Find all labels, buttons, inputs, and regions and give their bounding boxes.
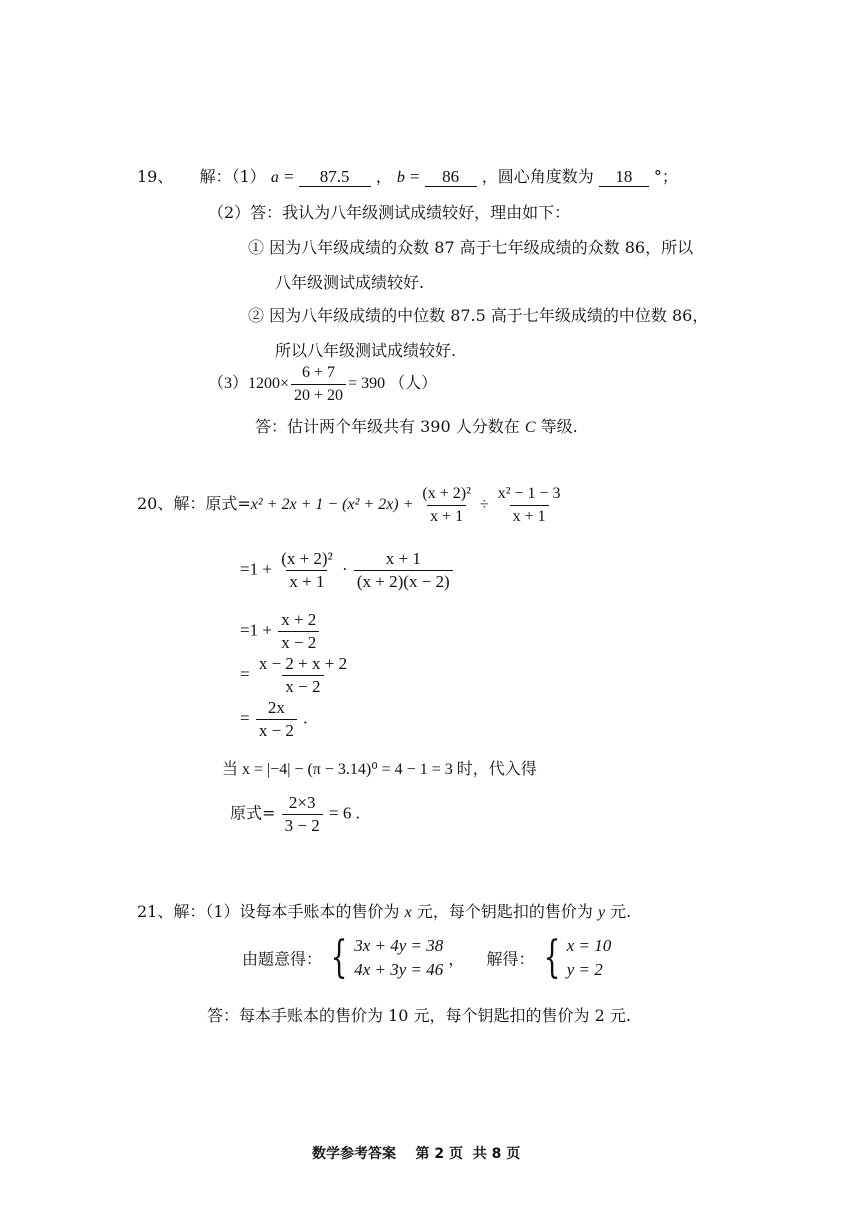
a-value: 87.5 bbox=[299, 168, 371, 187]
reason2-mark: ② bbox=[248, 306, 265, 325]
q20-when: 当 x = |−4| − (π − 3.14)⁰ = 4 − 1 = 3 时，代入得 bbox=[222, 761, 537, 778]
q19-reason1-line1: ① 因为八年级成绩的众数 87 高于七年级成绩的众数 86，所以 bbox=[248, 238, 694, 257]
q19-line1: 19、 解：（1） a = 87.5 ， b = 86 ，圆心角度数为 18 °； bbox=[137, 167, 678, 186]
b-label: b bbox=[396, 169, 405, 186]
q21-system: 由题意得： { 3x + 4y = 38 4x + 3y = 46 ， 解得： { x = 10 y = 2 bbox=[242, 932, 612, 983]
left-brace-icon: { bbox=[543, 932, 561, 983]
q20-line2: =1 + $\frac{\text{(x + 2)²}}{x + 1}$ · $\frac{x + 1}{(x + 2)(x - 2)}$ bbox=[240, 549, 455, 592]
b-value: 86 bbox=[425, 168, 477, 187]
q19-part3: （3）1200× $\frac{6 + 7}{20 + 20}$ = 390 （人） bbox=[208, 364, 438, 404]
part3-fraction: $\frac{6 + 7}{20 + 20}$ bbox=[291, 363, 346, 406]
q19-number: 19、 bbox=[137, 167, 174, 186]
q21-answer: 答：每本手账本的售价为 10 元，每个钥匙扣的售价为 2 元. bbox=[207, 1006, 631, 1025]
angle-value: 18 bbox=[599, 168, 649, 187]
q20-line4: = $\frac{x - 2 + x + 2}{x - 2}$ bbox=[240, 654, 348, 696]
q20-final: 原式= $\frac{2\times 3}{3 - 2}$ = 6 . bbox=[230, 793, 360, 835]
q19-reason2-line1: ② 因为八年级成绩的中位数 87.5 高于七年级成绩的中位数 86， bbox=[248, 306, 709, 325]
q20-line1: 20、解：原式=x² + 2x + 1 − (x² + 2x) + $\frac{\text{(x + 2)²}}{x + 1}$ ÷ $\frac{\text{x² − 1 − 3}}{x + 1}$ bbox=[137, 485, 561, 525]
q20-line3: =1 + $\frac{x + 2}{x - 2}$ bbox=[240, 610, 321, 653]
q19-part1-prefix: 解：（1） bbox=[199, 167, 266, 186]
q20-number: 20、解：原式= bbox=[137, 494, 251, 514]
q19-reason2-line2: 所以八年级测试成绩较好. bbox=[275, 341, 457, 360]
angle-text: ，圆心角度数为 bbox=[481, 167, 594, 186]
q21-intro: 21、解：（1）设每本手账本的售价为 x 元，每个钥匙扣的售价为 y 元. bbox=[137, 902, 632, 921]
q20-line5: = $\frac{2x}{x - 2}$ . bbox=[240, 698, 308, 740]
q19-part3-answer: 答：估计两个年级共有 390 人分数在 C 等级. bbox=[255, 417, 578, 436]
q19-part2: （2）答：我认为八年级测试成绩较好，理由如下： bbox=[208, 203, 571, 222]
left-brace-icon: { bbox=[330, 932, 348, 983]
page-footer: 数学参考答案 第 2 页 共 8 页 bbox=[312, 1146, 521, 1162]
a-label: a bbox=[270, 169, 279, 186]
reason1-mark: ① bbox=[248, 238, 265, 257]
q19-reason1-line2: 八年级测试成绩较好. bbox=[275, 273, 425, 292]
